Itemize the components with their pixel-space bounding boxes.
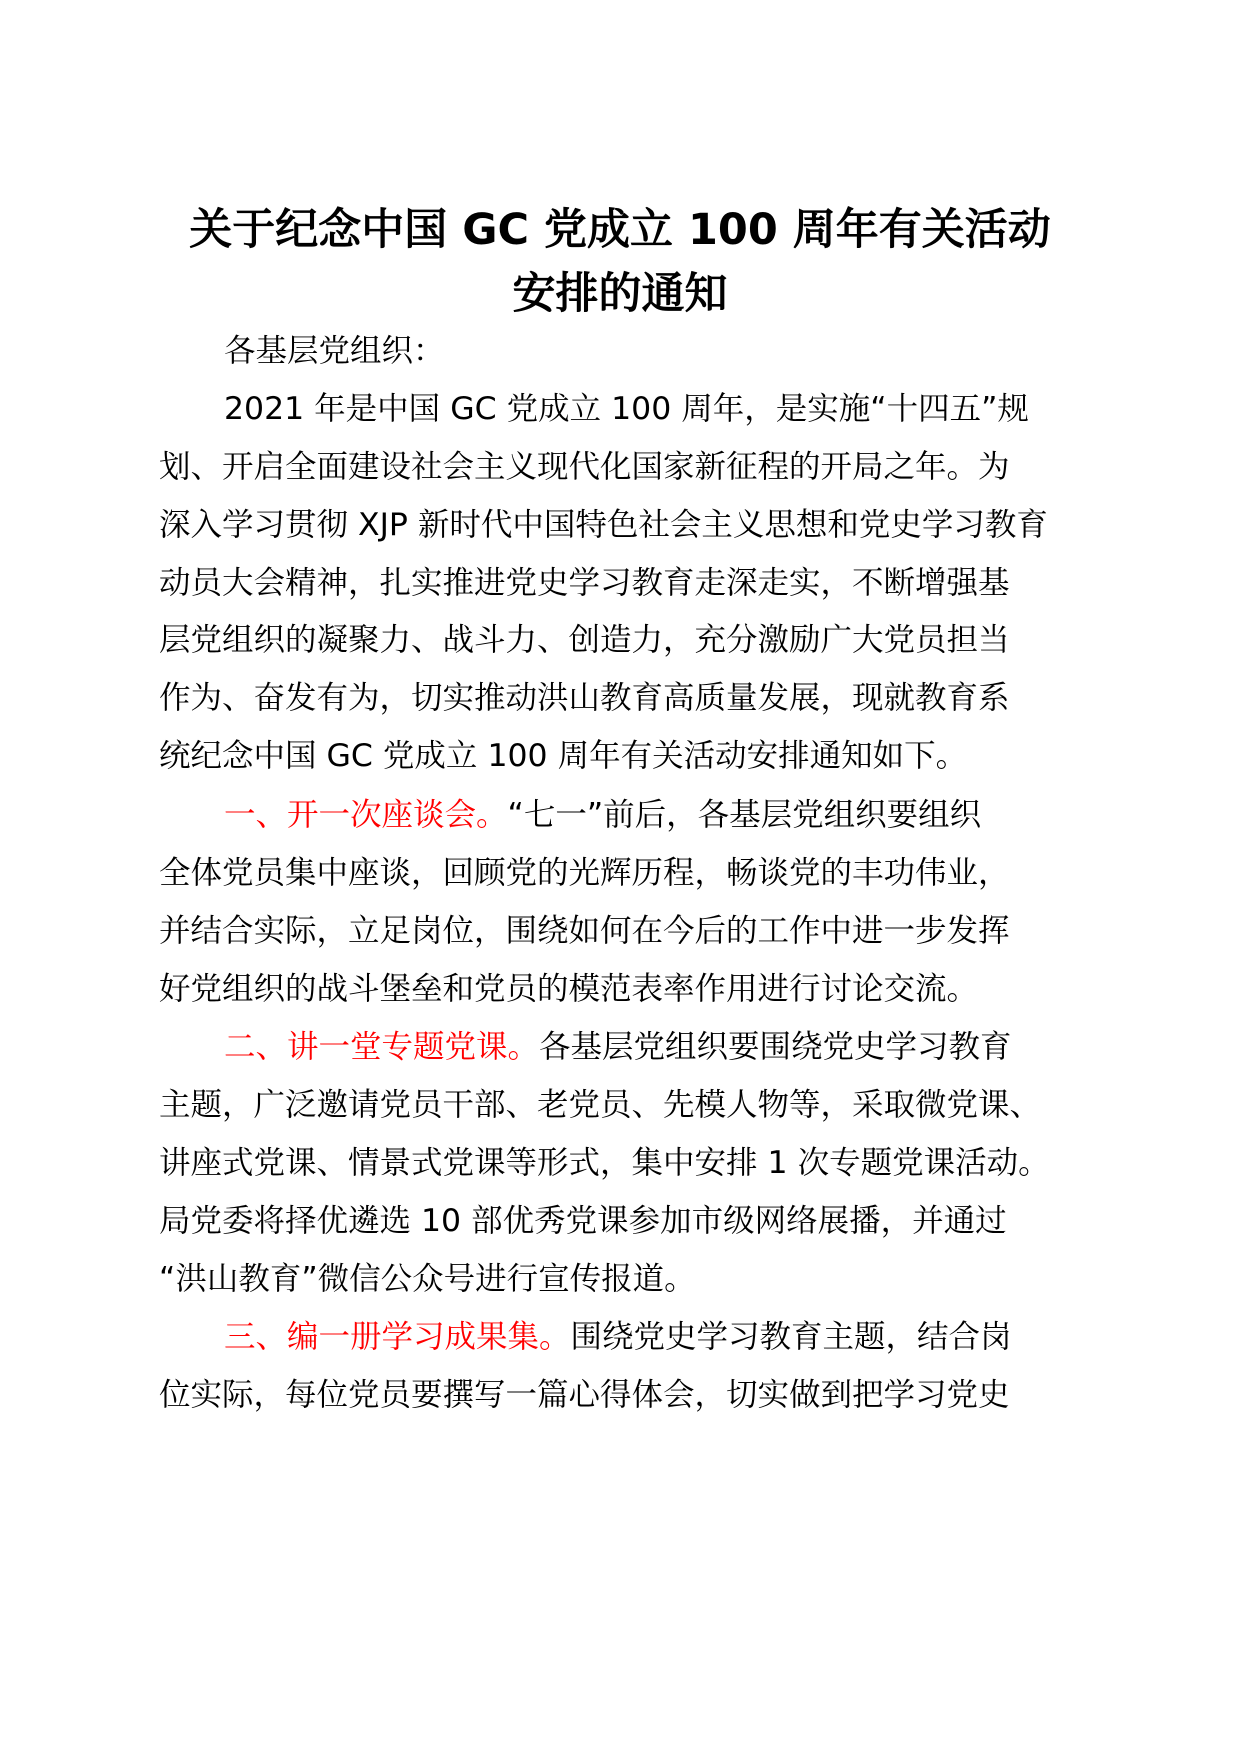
section-3-text: 围绕党史学习教育主题，结合岗: [570, 1319, 1012, 1355]
section-3-heading: 三、编一册学习成果集。: [224, 1319, 571, 1355]
intro-line: 统纪念中国 GC 党成立 100 周年有关活动安排通知如下。: [159, 738, 968, 774]
intro-line: 动员大会精神，扎实推进党史学习教育走深走实，不断增强基: [159, 565, 1010, 601]
section-3-line: 位实际，每位党员要撰写一篇心得体会，切实做到把学习党史: [159, 1377, 1010, 1413]
section-2-line: 局党委将择优遴选 10 部优秀党课参加市级网络展播，并通过: [159, 1203, 1007, 1239]
intro-line: 2021 年是中国 GC 党成立 100 周年，是实施“十四五”规: [224, 391, 1029, 427]
section-1-heading: 一、开一次座谈会。: [224, 797, 508, 833]
section-1-line: 并结合实际，立足岗位，围绕如何在今后的工作中进一步发挥: [159, 913, 1010, 949]
salutation: 各基层党组织：: [224, 333, 445, 369]
section-2-text: 各基层党组织要围绕党史学习教育: [539, 1029, 1012, 1065]
document-title-line-2: 安排的通知: [512, 269, 728, 319]
section-2-line: 主题，广泛邀请党员干部、老党员、先模人物等，采取微党课、: [159, 1087, 1042, 1123]
section-1-text: “七一”前后，各基层党组织要组织: [507, 797, 982, 833]
section-1-line: 全体党员集中座谈，回顾党的光辉历程，畅谈党的丰功伟业，: [159, 855, 1010, 891]
section-3-first-line: [224, 1304, 1184, 1370]
intro-line: 划、开启全面建设社会主义现代化国家新征程的开局之年。为: [159, 449, 1010, 485]
section-1-first-line: [224, 782, 1184, 848]
intro-line: 深入学习贯彻 XJP 新时代中国特色社会主义思想和党史学习教育: [159, 507, 1048, 543]
intro-line: 作为、奋发有为，切实推动洪山教育高质量发展，现就教育系: [159, 680, 1010, 716]
section-2-heading: 二、讲一堂专题党课。: [224, 1029, 540, 1065]
section-2-line: 讲座式党课、情景式党课等形式，集中安排 1 次专题党课活动。: [159, 1145, 1050, 1181]
intro-line: 层党组织的凝聚力、战斗力、创造力，充分激励广大党员担当: [159, 622, 1010, 658]
section-1-line: 好党组织的战斗堡垒和党员的模范表率作用进行讨论交流。: [159, 971, 979, 1007]
section-2-line: “洪山教育”微信公众号进行宣传报道。: [159, 1261, 696, 1297]
document-title-line-1: 关于纪念中国 GC 党成立 100 周年有关活动: [189, 205, 1051, 255]
section-2-first-line: [224, 1014, 1184, 1080]
